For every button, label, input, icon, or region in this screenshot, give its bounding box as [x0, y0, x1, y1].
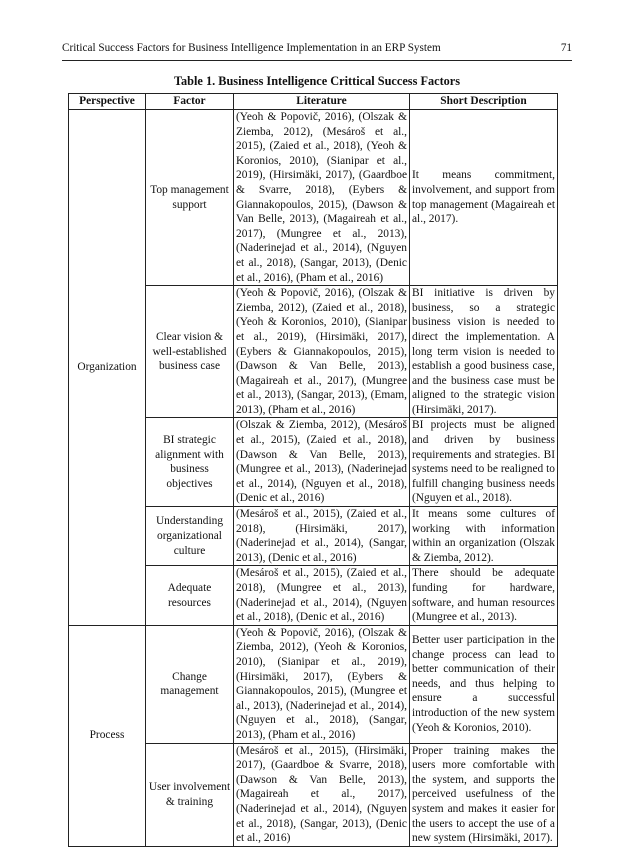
- header-short-description: Short Description: [410, 94, 558, 110]
- factor-cell: Clear vision & well-established business case: [146, 286, 234, 418]
- factor-cell: Change management: [146, 625, 234, 743]
- literature-cell: (Mesároš et al., 2015), (Hirsimäki, 2017), (Gaardboe & Svarre, 2018), (Dawson & Van Belle, 2013), (Magaireah et al., 2017), (Naderinejad et al., 2014), (Nguyen et al., 2018), (Sangar, 2013), (Denic et al., 2016): [234, 743, 410, 846]
- csf-table: [68, 93, 558, 847]
- running-head: [62, 42, 572, 58]
- factor-cell: Top management support: [146, 110, 234, 286]
- running-head-title: Critical Success Factors for Business Intelligence Implementation in an ERP System: [62, 42, 441, 54]
- factor-cell: Understanding organizational culture: [146, 507, 234, 566]
- description-cell: It means commitment, involvement, and support from top management (Magaireah et al., 2017).: [410, 110, 558, 286]
- header-factor: Factor: [146, 94, 234, 110]
- description-cell: Proper training makes the users more comfortable with the system, and supports the perceived usefulness of the system and makes it easier for the users to accept the use of a new system (Hirsimäki, 2017).: [410, 743, 558, 846]
- perspective-cell: Organization: [69, 110, 146, 626]
- table-row: [69, 625, 558, 743]
- perspective-cell: Process: [69, 625, 146, 846]
- header-rule: [62, 60, 572, 61]
- literature-cell: (Olszak & Ziemba, 2012), (Mesároš et al., 2015), (Zaied et al., 2018), (Dawson & Van Belle, 2013), (Mungree et al., 2013), (Naderinejad et al., 2014), (Nguyen et al., 2018), (Denic et al., 2016): [234, 418, 410, 507]
- header-perspective: Perspective: [69, 94, 146, 110]
- description-cell: Better user participation in the change process can lead to better communication of their needs, and thus helping to ensure a successful introduction of the new system (Yeoh & Koronios, 2010).: [410, 625, 558, 743]
- literature-cell: (Yeoh & Popovič, 2016), (Olszak & Ziemba, 2012), (Zaied et al., 2018), (Yeoh & Koronios, 2010), (Sianipar et al., 2019), (Hirsimäki, 2017), (Eybers & Giannakopoulos, 2015), (Dawson & Van Belle, 2013), (Magaireah et al., 2017), (Mungree et al., 2013), (Sangar, 2013), (Emam, 2013), (Pham et al., 2016): [234, 286, 410, 418]
- page-number: 71: [560, 42, 572, 54]
- factor-cell: BI strategic alignment with business objectives: [146, 418, 234, 507]
- description-cell: BI initiative is driven by business, so a strategic business vision is needed to direct the implementation. A long term vision is needed to establish a good business case, and the business case must be aligned to the strategic vision (Hirsimäki, 2017).: [410, 286, 558, 418]
- table-row: [69, 110, 558, 286]
- header-row: [69, 94, 558, 110]
- literature-cell: (Mesároš et al., 2015), (Zaied et al., 2018), (Hirsimäki, 2017), (Naderinejad et al., 2014), (Sangar, 2013), (Denic et al., 2016): [234, 507, 410, 566]
- literature-cell: (Yeoh & Popovič, 2016), (Olszak & Ziemba, 2012), (Yeoh & Koronios, 2010), (Sianipar et al., 2019), (Hirsimäki, 2017), (Eybers & Giannakopoulos, 2015), (Mungree et al., 2013), (Naderinejad et al., 2014), (Nguyen et al., 2018), (Sangar, 2013), (Pham et al., 2016): [234, 625, 410, 743]
- factor-cell: User involvement & training: [146, 743, 234, 846]
- description-cell: BI projects must be aligned and driven by business requirements and strategies. BI systems need to be realigned to fulfill changing business needs (Nguyen et al., 2018).: [410, 418, 558, 507]
- literature-cell: (Yeoh & Popovič, 2016), (Olszak & Ziemba, 2012), (Mesároš et al., 2015), (Zaied et al., 2018), (Yeoh & Koronios, 2010), (Sianipar et al., 2019), (Hirsimäki, 2017), (Gaardboe & Svarre, 2018), (Eybers & Giannakopoulos, 2015), (Dawson & Van Belle, 2013), (Magaireah et al., 2017), (Mungree et al., 2013), (Naderinejad et al., 2014), (Nguyen et al., 2018), (Sangar, 2013), (Denic et al., 2016), (Pham et al., 2016): [234, 110, 410, 286]
- table-caption: Table 1. Business Intelligence Crittical Success Factors: [173, 74, 461, 88]
- factor-cell: Adequate resources: [146, 566, 234, 625]
- description-cell: There should be adequate funding for hardware, software, and human resources (Mungree et al., 2013).: [410, 566, 558, 625]
- description-cell: It means some cultures of working with information within an organization (Olszak & Ziemba, 2012).: [410, 507, 558, 566]
- literature-cell: (Mesároš et al., 2015), (Zaied et al., 2018), (Mungree et al., 2013), (Naderinejad et al., 2014), (Nguyen et al., 2018), (Denic et al., 2016): [234, 566, 410, 625]
- header-literature: Literature: [234, 94, 410, 110]
